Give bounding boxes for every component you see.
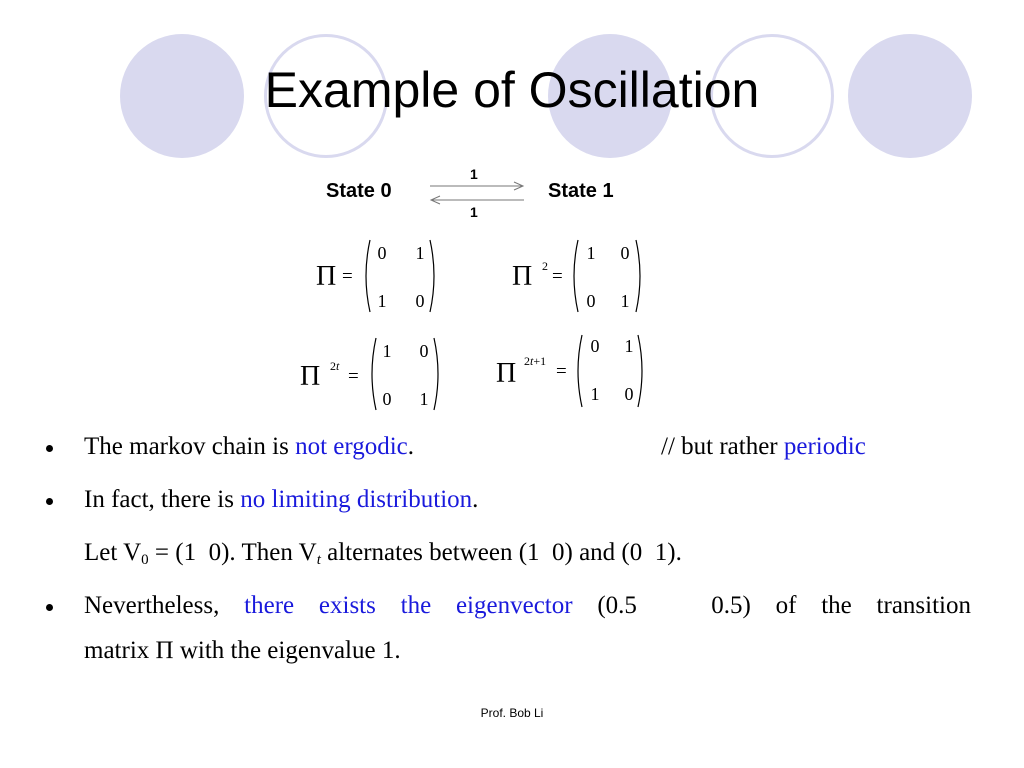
state-1-label: State 1 [548,180,614,202]
transition-arrows [426,180,528,206]
pi-symbol: Π [300,361,321,392]
highlight-text: not ergodic [295,433,408,460]
bullet-dot [46,445,53,452]
bullet-dot [46,498,53,505]
exponent [524,355,546,367]
matrix-pi-squared [512,238,652,314]
matrix-cell: 1 [382,341,392,361]
exponent-rest: +1 [533,354,547,368]
text: In fact, there is [84,486,241,513]
bullet-3-text [84,592,971,620]
matrix-cell: 1 [624,336,634,356]
matrix-cell: 1 [586,243,596,263]
exponent-variable: t [530,354,534,368]
text: Let V [84,539,142,566]
highlight-text: no limiting distribution [240,486,473,513]
matrix-cell: 0 [620,243,630,263]
exponent-variable: t [336,359,340,373]
matrix-pi-2t-plus-1 [496,333,656,409]
bottom-transition-rate: 1 [470,204,478,220]
matrix-cell: 1 [419,389,429,409]
matrix-cell: 1 [377,291,387,311]
exponent-number: 2 [330,359,336,373]
matrix-cell: 0 [586,291,596,311]
text: . [472,486,479,513]
matrix-pi [316,238,446,314]
matrix-cell: 0 [415,291,425,311]
highlight-text: periodic [783,433,866,460]
text: alternates between (1 0) and (0 1). [320,539,682,566]
top-transition-rate: 1 [470,166,478,182]
matrix-pi-2t [300,336,450,412]
matrix-cell: 0 [590,336,600,356]
exponent-number: 2 [524,354,530,368]
bullet-1-text [84,433,414,461]
text: The markov chain is [84,433,296,460]
equals-sign: = [556,361,567,382]
state-0-label: State 0 [326,180,392,202]
text: . [407,433,415,460]
exponent [330,360,339,372]
pi-symbol: Π [496,358,517,389]
bullet-2-continuation [84,539,682,567]
matrix-cell: 0 [419,341,429,361]
matrix-cell: 0 [382,389,392,409]
bullet-dot [46,604,53,611]
bullet-1-comment [661,433,866,461]
pi-symbol: Π [316,261,337,292]
matrix-cell: 0 [377,243,387,263]
equals-sign: = [342,266,353,287]
text: // but rather [661,433,784,460]
text: (0.5 0.5) of the transition [572,592,971,619]
bullet-2-text [84,486,478,514]
text: Nevertheless, [84,592,245,619]
exponent: 2 [542,259,548,273]
matrix-cell: 1 [620,291,630,311]
matrix-cell: 1 [415,243,425,263]
bullet-3-line-2: matrix Π with the eigenvalue 1. [84,637,401,664]
text: = (1 0). Then V [148,539,317,566]
pi-symbol: Π [512,261,533,292]
matrix-brackets [570,238,644,314]
matrix-cell: 0 [624,384,634,404]
footer: Prof. Bob Li [480,706,544,720]
slide-title: Example of Oscillation [264,62,760,118]
matrix-cell: 1 [590,384,600,404]
equals-sign: = [348,366,359,387]
subscript: t [316,552,321,568]
highlight-text: there exists the eigenvector [244,592,573,619]
subscript: 0 [141,552,149,568]
equals-sign: = [552,266,563,287]
